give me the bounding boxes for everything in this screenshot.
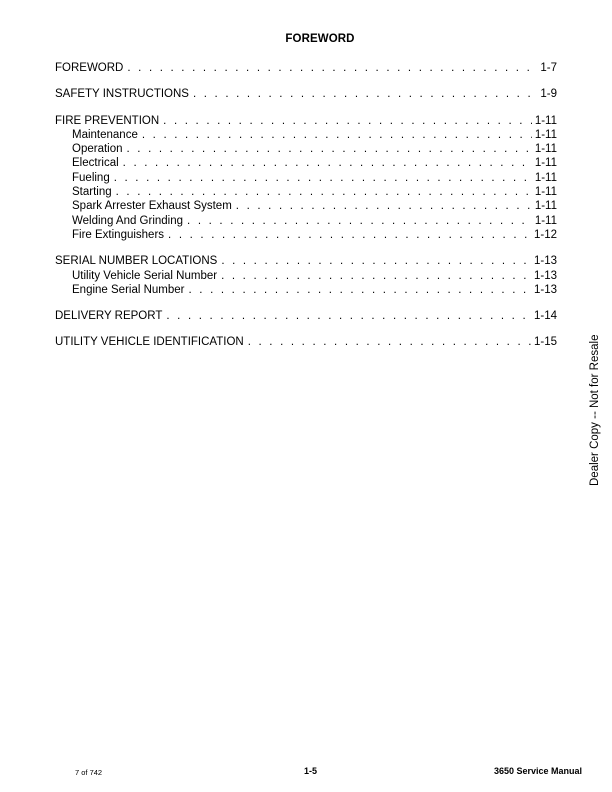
toc-entry-label: FIRE PREVENTION bbox=[55, 114, 160, 127]
toc-entry-vehicle-serial-number[interactable] bbox=[55, 269, 557, 283]
toc-leader-dots bbox=[236, 199, 532, 213]
toc-entry-label: DELIVERY REPORT bbox=[55, 310, 163, 323]
toc-leader-dots bbox=[142, 128, 532, 142]
toc-entry-operation[interactable] bbox=[55, 142, 557, 156]
toc-entry-page: 1-11 bbox=[534, 143, 557, 156]
toc-entry-label: SERIAL NUMBER LOCATIONS bbox=[55, 255, 218, 268]
toc-leader-dots bbox=[114, 171, 532, 185]
toc-entry-page: 1-15 bbox=[533, 336, 557, 349]
toc-entry-page: 1-14 bbox=[533, 310, 557, 323]
toc-entry-page: 1-13 bbox=[533, 255, 557, 268]
toc-entry-label: Starting bbox=[72, 186, 112, 199]
toc-entry-label: Electrical bbox=[72, 157, 119, 170]
toc-leader-dots bbox=[189, 283, 531, 297]
toc-entry-label: SAFETY INSTRUCTIONS bbox=[55, 88, 189, 101]
toc-leader-dots bbox=[221, 254, 531, 268]
toc-entry-label: UTILITY VEHICLE IDENTIFICATION bbox=[55, 336, 244, 349]
toc-leader-dots bbox=[166, 309, 531, 323]
page-title: FOREWORD bbox=[285, 33, 355, 45]
toc-entry-page: 1-11 bbox=[534, 171, 557, 184]
toc-leader-dots bbox=[187, 214, 532, 228]
toc-entry-page: 1-11 bbox=[534, 128, 557, 141]
toc-entry-fueling[interactable] bbox=[55, 171, 557, 185]
toc-leader-dots bbox=[127, 61, 537, 75]
toc-entry-maintenance[interactable] bbox=[55, 128, 557, 142]
toc-entry-page: 1-9 bbox=[540, 88, 557, 101]
toc-entry-page: 1-11 bbox=[534, 214, 557, 227]
watermark-text: Dealer Copy -- Not for Resale bbox=[589, 334, 601, 486]
toc-entry-label: Fueling bbox=[72, 171, 110, 184]
toc-entry-label: Spark Arrester Exhaust System bbox=[72, 200, 232, 213]
toc-entry-label: Utility Vehicle Serial Number bbox=[72, 269, 218, 282]
toc-leader-dots bbox=[116, 185, 532, 199]
toc-entry-page: 1-7 bbox=[540, 62, 557, 74]
toc-entry-label: Welding And Grinding bbox=[72, 214, 184, 227]
toc-entry-safety-instructions[interactable] bbox=[55, 87, 557, 101]
toc-leader-dots bbox=[127, 142, 532, 156]
toc-entry-page: 1-13 bbox=[533, 269, 557, 282]
toc-leader-dots bbox=[163, 114, 532, 128]
toc-entry-foreword[interactable] bbox=[55, 61, 557, 75]
toc-entry-welding-grinding[interactable] bbox=[55, 214, 557, 228]
toc-entry-starting[interactable] bbox=[55, 185, 557, 199]
toc-section-serial-numbers bbox=[55, 254, 557, 297]
toc-section-fire-prevention bbox=[55, 114, 557, 243]
table-of-contents bbox=[55, 61, 557, 362]
toc-entry-page: 1-12 bbox=[533, 228, 557, 241]
toc-entry-page: 1-13 bbox=[533, 283, 557, 296]
toc-section-delivery-report bbox=[55, 309, 557, 323]
toc-entry-fire-extinguishers[interactable] bbox=[55, 228, 557, 242]
toc-entry-label: Maintenance bbox=[72, 128, 138, 141]
toc-leader-dots bbox=[123, 156, 532, 170]
toc-entry-fire-prevention[interactable] bbox=[55, 114, 557, 128]
toc-entry-delivery-report[interactable] bbox=[55, 309, 557, 323]
toc-entry-electrical[interactable] bbox=[55, 156, 557, 170]
toc-entry-page: 1-11 bbox=[534, 114, 557, 127]
toc-entry-page: 1-11 bbox=[534, 186, 557, 199]
toc-entry-serial-number-locations[interactable] bbox=[55, 254, 557, 268]
footer-manual-title: 3650 Service Manual bbox=[494, 766, 583, 776]
toc-leader-dots bbox=[193, 87, 537, 101]
toc-entry-label: FOREWORD bbox=[55, 62, 124, 74]
toc-leader-dots bbox=[221, 269, 531, 283]
toc-leader-dots bbox=[168, 228, 531, 242]
toc-entry-page: 1-11 bbox=[534, 157, 557, 170]
toc-entry-label: Engine Serial Number bbox=[72, 283, 185, 296]
toc-section-safety bbox=[55, 87, 557, 101]
toc-entry-page: 1-11 bbox=[534, 200, 557, 213]
side-watermark bbox=[581, 316, 611, 486]
toc-section-foreword bbox=[55, 61, 557, 75]
toc-entry-label: Operation bbox=[72, 143, 123, 156]
footer-page-number: 1-5 bbox=[304, 766, 318, 776]
toc-entry-engine-serial-number[interactable] bbox=[55, 283, 557, 297]
toc-entry-label: Fire Extinguishers bbox=[72, 228, 165, 241]
toc-entry-vehicle-identification[interactable] bbox=[55, 335, 557, 349]
footer-page-count: 7 of 742 bbox=[75, 768, 103, 777]
toc-section-vehicle-identification bbox=[55, 335, 557, 349]
toc-entry-spark-arrester[interactable] bbox=[55, 199, 557, 213]
toc-leader-dots bbox=[248, 335, 531, 349]
